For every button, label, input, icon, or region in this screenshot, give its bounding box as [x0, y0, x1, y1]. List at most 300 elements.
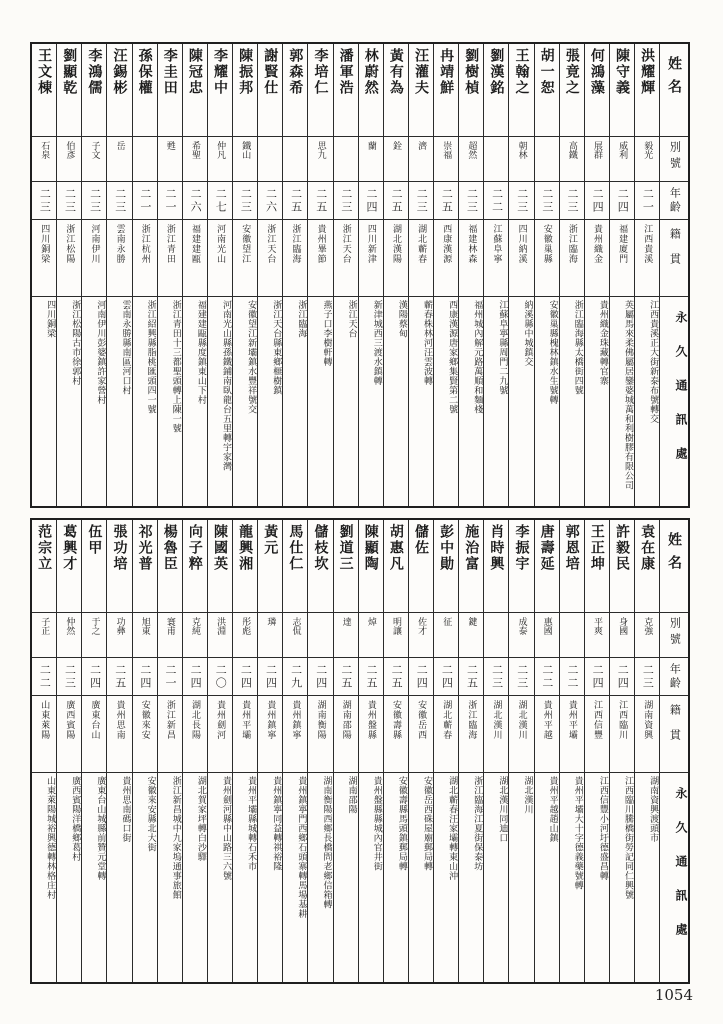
person-alias-cell [208, 137, 232, 182]
person-age-cell [233, 182, 257, 220]
person-address: 貴州平壩大十字德義藥號轉 [572, 776, 583, 890]
person-address: 浙江臨海 [296, 300, 307, 338]
person-alias-cell [258, 613, 282, 658]
person-alias-cell [484, 613, 508, 658]
header-name: 姓名 [660, 520, 688, 613]
person-age: 二二 [540, 663, 554, 690]
person-native-place-cell [384, 220, 408, 297]
person-address-cell [82, 773, 106, 982]
person-age-cell [509, 182, 533, 220]
entry-column [308, 44, 333, 506]
person-native-place: 浙江臨海 [466, 700, 477, 740]
person-address-cell [308, 297, 332, 506]
person-age: 二一 [641, 187, 655, 214]
person-name: 黃元 [262, 524, 279, 556]
person-name: 陳顯陶 [362, 524, 379, 572]
person-native-place-cell [183, 220, 207, 297]
person-alias-cell [585, 613, 609, 658]
person-name-cell [585, 520, 609, 613]
person-address-cell [133, 297, 157, 506]
person-alias: 高鐵 [566, 141, 577, 159]
person-address: 安徽來安縣北大街 [145, 776, 156, 852]
header-native-place: 籍貫 [660, 696, 688, 773]
entry-column [334, 520, 359, 982]
person-name-cell [183, 520, 207, 613]
person-address: 四川銅梁 [45, 300, 56, 338]
person-age: 二四 [415, 663, 429, 690]
person-name: 王文棟 [36, 48, 53, 96]
person-alias: 身國 [617, 617, 628, 635]
person-native-place-cell [283, 220, 307, 297]
person-address-cell [258, 297, 282, 506]
roster-table-top [30, 42, 690, 508]
person-name-cell [183, 44, 207, 137]
person-address: 英屬馬來柔佛屬居鑾婆城萬和利樹膠有限公司 [623, 300, 633, 490]
person-age-cell [258, 182, 282, 220]
person-age: 二三 [490, 663, 504, 690]
person-native-place: 貴州平壩 [240, 700, 251, 740]
person-address: 河南伊川彭婆鎮許家營村 [95, 300, 106, 405]
person-age-cell [560, 658, 584, 696]
person-address-cell [233, 773, 257, 982]
person-alias-cell [283, 613, 307, 658]
person-name: 李振宇 [513, 524, 530, 572]
person-native-place-cell [434, 220, 458, 297]
person-address-cell [334, 297, 358, 506]
person-native-place-cell [585, 696, 609, 773]
person-age-cell [434, 658, 458, 696]
person-native-place-cell [459, 696, 483, 773]
person-name-cell [82, 520, 106, 613]
person-address: 燕子口李樹軒轉 [321, 300, 332, 367]
person-address: 貴州鎮寧同益轉祺裕隆 [271, 776, 282, 871]
header-name: 姓名 [660, 44, 688, 137]
person-address-cell [107, 773, 131, 982]
person-alias-cell [133, 613, 157, 658]
person-address: 貴州鎮寧門西鄉石頭寨轉馬場基耕 [296, 776, 307, 919]
person-name: 李圭田 [161, 48, 178, 96]
entry-column [585, 44, 610, 506]
person-address: 廣東台山城縣前贊元堂轉 [95, 776, 106, 881]
person-name-cell [635, 44, 659, 137]
person-age: 二四 [189, 663, 203, 690]
entry-column [585, 520, 610, 982]
entry-column [308, 520, 333, 982]
person-alias-cell [635, 613, 659, 658]
person-native-place-cell [535, 696, 559, 773]
person-native-place: 貴州鎮寧 [290, 700, 301, 740]
person-age-cell [409, 658, 433, 696]
person-native-place-cell [560, 220, 584, 297]
person-name: 郭森希 [287, 48, 304, 96]
person-address: 西康漢源唐家鄉集賢第二號 [447, 300, 458, 414]
person-age-cell [208, 658, 232, 696]
person-age: 二四 [138, 663, 152, 690]
person-age: 二九 [289, 663, 303, 690]
person-name-cell [158, 520, 182, 613]
person-name-cell [509, 44, 533, 137]
person-age-cell [560, 182, 584, 220]
person-native-place: 湖北漢陽 [390, 224, 401, 264]
header-age: 年齡 [660, 658, 688, 696]
person-name-cell [32, 44, 56, 137]
person-alias: 明讓 [390, 617, 401, 635]
person-name-cell [233, 44, 257, 137]
person-native-place-cell [359, 220, 383, 297]
person-address-cell [459, 773, 483, 982]
person-age: 二三 [63, 187, 77, 214]
person-address: 安徽壽縣馬頭鎮郵局轉 [396, 776, 407, 871]
person-alias-cell [409, 613, 433, 658]
person-age-cell [535, 182, 559, 220]
person-native-place: 浙江臨海 [290, 224, 301, 264]
entry-column [409, 520, 434, 982]
person-age-cell [409, 182, 433, 220]
person-age: 二三 [515, 187, 529, 214]
entry-column [283, 520, 308, 982]
person-alias: 石泉 [39, 141, 50, 159]
person-native-place: 安徽望江 [240, 224, 251, 264]
person-address: 貴州劍河縣中山路三六號 [221, 776, 231, 881]
person-name-cell [509, 520, 533, 613]
person-address: 湖北蘄春汪家壩轉東山沖 [447, 776, 458, 881]
person-age-cell [158, 182, 182, 220]
person-alias-cell [434, 613, 458, 658]
person-name-cell [308, 520, 332, 613]
person-address: 湖北漢川同迪口 [497, 776, 508, 843]
entry-column [359, 520, 384, 982]
person-address-cell [434, 297, 458, 506]
person-alias-cell [359, 137, 383, 182]
person-native-place: 福建廈門 [617, 224, 628, 264]
person-address-cell [283, 297, 307, 506]
person-native-place: 貴州盤縣 [365, 700, 376, 740]
person-native-place-cell [82, 696, 106, 773]
person-native-place: 河南伊川 [89, 224, 100, 264]
person-age: 二〇 [214, 663, 228, 690]
entry-column [359, 44, 384, 506]
person-native-place: 湖北蘄春 [416, 224, 427, 264]
entry-column [133, 520, 158, 982]
person-name-cell [610, 520, 634, 613]
person-address: 浙江天台 [346, 300, 357, 338]
person-address-cell [32, 773, 56, 982]
person-name: 袁在康 [639, 524, 656, 572]
person-native-place: 貴州平越 [541, 700, 552, 740]
person-address-cell [535, 773, 559, 982]
person-age: 二五 [339, 663, 353, 690]
person-name-cell [82, 44, 106, 137]
person-name-cell [283, 44, 307, 137]
person-native-place: 浙江新昌 [164, 700, 175, 740]
person-name-cell [459, 520, 483, 613]
person-age-cell [57, 658, 81, 696]
person-native-place: 廣東台山 [89, 700, 100, 740]
person-age: 二四 [616, 187, 630, 214]
person-native-place: 湖北長陽 [189, 700, 200, 740]
person-name-cell [560, 44, 584, 137]
person-native-place-cell [434, 696, 458, 773]
person-alias: 洪淵 [215, 617, 226, 635]
entry-column [208, 520, 233, 982]
person-native-place: 貴州平壩 [566, 700, 577, 740]
person-native-place-cell [233, 696, 257, 773]
person-address-cell [308, 773, 332, 982]
entry-column [635, 44, 660, 506]
person-name-cell [409, 44, 433, 137]
person-native-place-cell [283, 696, 307, 773]
person-address: 山東萊陽城裕興德轉林格庄村 [45, 776, 56, 900]
person-name-cell [107, 520, 131, 613]
person-alias: 于之 [89, 617, 100, 635]
person-name: 李鴻儒 [86, 48, 103, 96]
person-name: 何鴻藻 [588, 48, 605, 96]
entry-column [283, 44, 308, 506]
person-age-cell [484, 182, 508, 220]
person-age-cell [133, 182, 157, 220]
person-native-place: 貴州畢節 [315, 224, 326, 264]
entry-column [409, 44, 434, 506]
person-address-cell [484, 773, 508, 982]
person-age: 二五 [365, 663, 378, 690]
person-name-cell [158, 44, 182, 137]
person-address-cell [107, 297, 131, 506]
person-alias: 璘 [265, 617, 276, 626]
person-alias: 思九 [315, 141, 326, 159]
person-name-cell [610, 44, 634, 137]
person-native-place-cell [158, 220, 182, 297]
header-alias: 別號 [660, 137, 688, 182]
person-age: 二三 [239, 187, 253, 214]
person-name: 林蔚然 [362, 48, 379, 96]
person-age: 二五 [465, 663, 479, 690]
person-name: 李耀中 [211, 48, 228, 96]
person-age: 二六 [189, 187, 203, 214]
person-native-place-cell [183, 696, 207, 773]
person-name: 胡一恕 [538, 48, 555, 96]
person-alias: 功彝 [114, 617, 125, 635]
person-alias-cell [107, 613, 131, 658]
person-native-place-cell [82, 220, 106, 297]
person-name-cell [484, 44, 508, 137]
person-alias: 展群 [591, 141, 602, 159]
person-age-cell [635, 182, 659, 220]
person-alias: 銓 [390, 141, 401, 150]
person-address-cell [484, 297, 508, 506]
person-alias-cell [509, 613, 533, 658]
person-address-cell [283, 773, 307, 982]
person-address: 湖北漢川 [522, 776, 533, 814]
person-alias: 鐵山 [240, 141, 251, 159]
person-age: 二三 [566, 187, 579, 214]
person-alias: 仲凡 [215, 141, 226, 159]
header-address: 永久通訊處 [674, 311, 688, 481]
entry-column [258, 44, 283, 506]
entry-column [509, 44, 534, 506]
person-alias: 仲然 [64, 617, 75, 635]
person-native-place-cell [535, 220, 559, 297]
person-alias: 威利 [617, 141, 628, 159]
person-address: 貴州平壩縣城轉石禾市 [246, 776, 257, 871]
person-native-place: 安徽巢縣 [541, 224, 552, 264]
person-name-cell [434, 520, 458, 613]
person-address-cell [509, 297, 533, 506]
header-age: 年齡 [660, 182, 688, 220]
person-address-cell [509, 773, 533, 982]
person-native-place-cell [308, 220, 332, 297]
entry-column [535, 520, 560, 982]
person-native-place-cell [258, 696, 282, 773]
person-native-place: 湖北漢川 [516, 700, 527, 740]
person-alias-cell [258, 137, 282, 182]
person-name: 孫保權 [136, 48, 153, 96]
person-native-place: 安徽壽縣 [390, 700, 401, 740]
person-address-cell [183, 773, 207, 982]
person-address-cell [560, 773, 584, 982]
person-address: 湖南資興渡頭市 [648, 776, 659, 843]
person-age-cell [57, 182, 81, 220]
person-address: 江西信豐小河圩德盛昌轉 [597, 776, 608, 881]
person-native-place-cell [635, 696, 659, 773]
person-native-place-cell [409, 220, 433, 297]
person-alias: 甦 [164, 141, 175, 150]
person-name: 祁光普 [136, 524, 153, 572]
person-alias-cell [208, 613, 232, 658]
entry-column [233, 520, 258, 982]
person-native-place-cell [334, 696, 358, 773]
person-native-place: 浙江青田 [164, 224, 175, 264]
person-alias-cell [308, 137, 332, 182]
person-age: 二三 [88, 187, 102, 214]
person-alias-cell [82, 613, 106, 658]
person-alias: 蘭 [365, 141, 376, 150]
person-address-cell [585, 773, 609, 982]
person-native-place: 西康漢源 [441, 224, 452, 264]
person-address-cell [32, 297, 56, 506]
person-native-place: 福建建甌 [189, 224, 200, 264]
person-native-place-cell [509, 220, 533, 297]
person-age: 二三 [465, 187, 479, 214]
person-native-place: 江西臨川 [617, 700, 628, 740]
person-alias-cell [384, 137, 408, 182]
person-native-place: 浙江天台 [265, 224, 276, 264]
person-age: 二五 [113, 663, 127, 690]
person-age-cell [308, 658, 332, 696]
person-name: 陳振邦 [237, 48, 254, 96]
person-native-place: 貴州鎮寧 [265, 700, 276, 740]
person-native-place: 河南光山 [215, 224, 226, 264]
person-name: 劉樹楨 [463, 48, 480, 96]
roster-top-entries [32, 44, 660, 506]
person-alias-cell [560, 613, 584, 658]
person-native-place-cell [258, 220, 282, 297]
person-native-place-cell [509, 696, 533, 773]
person-age-cell [183, 182, 207, 220]
person-age: 二三 [641, 663, 655, 690]
person-age: 二七 [214, 187, 228, 214]
person-address-cell [334, 773, 358, 982]
person-age: 二三 [38, 187, 52, 214]
person-alias-cell [535, 613, 559, 658]
entry-column [57, 520, 82, 982]
person-name: 施治富 [463, 524, 480, 572]
person-age-cell [334, 658, 358, 696]
person-alias: 征 [441, 617, 452, 626]
person-alias-cell [610, 137, 634, 182]
person-alias-cell [409, 137, 433, 182]
person-age-cell [308, 182, 332, 220]
entry-column [560, 44, 585, 506]
person-alias-cell [57, 613, 81, 658]
entry-column [384, 44, 409, 506]
person-age: 二二 [566, 663, 579, 690]
entry-column [258, 520, 283, 982]
entry-column [158, 520, 183, 982]
person-name-cell [258, 520, 282, 613]
person-alias: 惠國 [541, 617, 552, 635]
person-name: 胡惠凡 [387, 524, 404, 572]
person-name-cell [384, 520, 408, 613]
person-native-place: 湖北蘄春 [441, 700, 452, 740]
entry-column [183, 44, 208, 506]
person-name: 洪耀輝 [639, 48, 656, 96]
person-age-cell [32, 658, 56, 696]
person-native-place: 江西信豐 [591, 700, 602, 740]
person-address-cell [183, 297, 207, 506]
entry-column [434, 44, 459, 506]
person-address: 浙江天台縣東鄉榧樹鎮 [271, 300, 282, 395]
person-address-cell [158, 297, 182, 506]
person-name-cell [359, 520, 383, 613]
person-name: 汪錫彬 [111, 48, 128, 96]
person-age-cell [283, 182, 307, 220]
person-age-cell [82, 658, 106, 696]
person-name-cell [283, 520, 307, 613]
person-address-cell [359, 773, 383, 982]
person-address: 納溪縣中城鎮交 [522, 300, 533, 367]
entry-column [509, 520, 534, 982]
person-native-place: 安徽岳西 [416, 700, 427, 740]
person-name-cell [133, 520, 157, 613]
person-age-cell [509, 658, 533, 696]
person-alias-cell [32, 137, 56, 182]
person-name: 楊魯臣 [161, 524, 178, 572]
person-age-cell [334, 182, 358, 220]
person-name-cell [107, 44, 131, 137]
person-name-cell [409, 520, 433, 613]
person-native-place-cell [409, 696, 433, 773]
person-age-cell [158, 658, 182, 696]
person-name-cell [233, 520, 257, 613]
person-name-cell [635, 520, 659, 613]
person-native-place-cell [610, 696, 634, 773]
entry-column [535, 44, 560, 506]
person-native-place-cell [133, 220, 157, 297]
person-address-cell [409, 297, 433, 506]
person-alias-cell [82, 137, 106, 182]
person-name: 儲佐 [412, 524, 429, 556]
roster-table-bottom [30, 518, 690, 984]
person-name: 張竟之 [563, 48, 580, 96]
person-age-cell [635, 658, 659, 696]
person-age: 二一 [164, 187, 177, 214]
person-native-place: 浙江臨海 [566, 224, 577, 264]
person-alias-cell [334, 613, 358, 658]
person-alias-cell [283, 137, 307, 182]
entry-column [459, 44, 484, 506]
person-name: 范宗立 [36, 524, 53, 572]
person-name-cell [208, 520, 232, 613]
